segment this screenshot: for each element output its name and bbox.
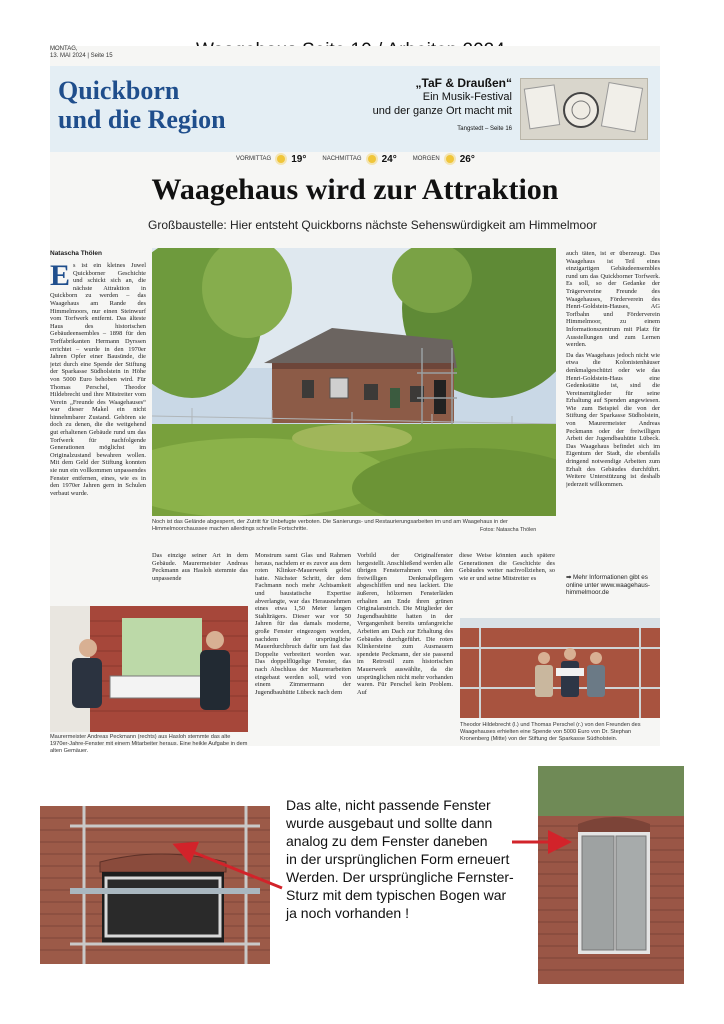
dateline — [50, 46, 113, 60]
photo-donation-caption: Theodor Hildebrecht (l.) und Thomas Perschel (r.) von den Freunden des Waagehauses erhielten eine Spende von 5000 Euro von Dr. Stephan Kronenberg (Mitte) von der Stiftung der Sparkasse Südholstein. — [460, 722, 641, 742]
teaser-line2: und der ganze Ort macht mit — [372, 105, 512, 117]
sun-icon — [446, 155, 454, 163]
article-column-1 — [50, 262, 146, 572]
sun-icon — [368, 155, 376, 163]
dateline-date: 13. MAI 2024 | Seite 15 — [50, 53, 113, 59]
main-photo-caption: Noch ist das Gelände abgesperrt, der Zutritt für Unbefugte verboten. Die Sanierungs- und Restaurierungsarbeiten im und am Waagehaus in der Himmelmoorchaussee machen allerdings schnelle Fortschritte. — [152, 519, 508, 532]
photo-reference-window-graphic — [538, 766, 684, 984]
region-title-line1: Quickborn — [58, 76, 180, 105]
article-column-b4: diese Weise könnten auch spätere Generationen die Geschichte des Gebäudes weiter nachvollziehen, so wie er und seine Mitstreiter es — [459, 552, 555, 582]
main-photo — [152, 248, 556, 516]
weather-temp-tomorrow: 26° — [459, 153, 475, 165]
article-headline: Waagehaus wird zur Attraktion — [151, 173, 559, 206]
main-photo-graphic — [152, 248, 556, 516]
weather-bar — [236, 152, 660, 166]
photo-reference-window — [538, 766, 684, 984]
teaser-line1: Ein Musik-Festival — [422, 91, 512, 103]
photo-window-removal — [50, 606, 248, 732]
article-right-paragraph-2: Da das Waagehaus jedoch nicht wie etwa die Kolonistenhäuser denkmalgeschützt oder wie das Henri-Goldstein-Haus eine Gedenkstätte ist, sind die Vereinsmitglieder für seine Erhaltung auf Spenden angewiesen. Wie zum Beispiel die von der Stiftung der Sparkasse Südholstein, von Maurermeister Andreas Peckmann oder der freiwilligen Arbeit der Jugendbauhütte Lübeck. Das Waagehaus befindet sich im Eigentum der Stadt, die ebenfalls dringend notwendige Arbeiten zum Erhalt des Gebäudes durchführt. Weitere Unterstützung ist deshalb jederzeit willkommen. — [566, 351, 660, 488]
teaser-image — [520, 78, 648, 140]
weather-temp-afternoon: 24° — [381, 153, 397, 165]
teaser — [340, 76, 512, 134]
more-info: ➡ Mehr Informationen gibt es online unter www.waagehaus-himmelmoor.de — [566, 574, 651, 597]
photo-donation-graphic — [460, 618, 660, 718]
article-column-b2: Monstrum samt Glas und Rahmen heraus, nachdem er es zuvor aus dem roten Klinker-Mauerwerk gelöst hatte. Nächster Schritt, der dem Fachmann noch mehr Achtsamkeit und baustatische Expertise abverlangte, war das Herausnehmen eines etwa 1,50 Meter langen Stahlträgers. Dieser war vor 50 Jahren für das damals moderne, große Fenster eingezogen worden, nachdem der ursprüngliche Mauerdurchbruch dafür um fast das Doppelte verbreitert worden war. Das doppelflügelige Fenster, das nach Abschluss der Maurerarbeiten eingebaut werden soll, wird von einem Zimmermann der Jugendbauhütte Lübeck nach dem — [255, 552, 351, 696]
photo-window-removal-graphic — [50, 606, 248, 732]
weather-label-morning: VORMITTAG — [236, 156, 272, 162]
article-column-b3: Vorbild der Originalfenster hergestellt. Anschließend werden alle übrigen Fensterrahmen von den freiwilligen Denkmalpflegern abgeschliffen und neu lackiert. Die äußeren, hölzernen Fensterläden erhalten am Ende ihren grünen Originalanstrich. Die Mitglieder der Jugendbauhütte hatten in der Vergangenheit bereits umfangreiche Arbeiten am Dach zur Erhaltung des Gebäudes durchgeführt. Die roten Klinkersteine zum Ausmauern spendete Peckmann, der sie passend im Retrostil zum historischen Mauerwerk auswählte, da die ursprünglichen nicht mehr vorhanden waren. Für Perschel kein Problem. Auf — [357, 552, 453, 696]
annotation-line-3: analog zu dem Fenster daneben — [286, 833, 488, 849]
weather-label-tomorrow: MORGEN — [412, 156, 440, 162]
teaser-ref: Tangstedt – Seite 16 — [457, 126, 512, 132]
annotation-line-1: Das alte, nicht passende Fenster — [286, 797, 491, 813]
annotation-line-5: Werden. Der ursprüngliche Fernster- — [286, 869, 514, 885]
sun-icon — [277, 155, 285, 163]
article-subheadline: Großbaustelle: Hier entsteht Quickborns nächste Sehenswürdigkeit am Himmelmoor — [148, 218, 597, 232]
photo-old-window-graphic — [40, 806, 270, 964]
annotation-line-6: Sturz mit dem typischen Bogen war — [286, 887, 507, 903]
photo-donation — [460, 618, 660, 718]
dropcap: E — [50, 262, 71, 292]
dateline-day: MONTAG, — [50, 46, 78, 52]
region-title-line2: und die Region — [58, 105, 226, 134]
photo-window-removal-caption: Maurermeister Andreas Peckmann (rechts) aus Hasloh stemmte das alte 1970er-Jahre-Fenster mit einem Mitarbeiter heraus. Eine heikle Aufgabe in dem alten Gemäuer. — [50, 734, 248, 754]
article-column-b1: Das einzige seiner Art in dem Gebäude. Maurermeister Andreas Peckmann aus Hasloh stemmte das unpassende — [152, 552, 248, 582]
region-title — [58, 76, 226, 134]
photo-credit: Fotos: Natascha Thölen — [480, 527, 537, 533]
teaser-title: „TaF & Draußen“ — [415, 76, 512, 90]
annotation-line-2: wurde ausgebaut und sollte dann — [286, 815, 493, 831]
article-author: Natascha Thölen — [50, 250, 103, 257]
weather-temp-morning: 19° — [291, 153, 307, 165]
article-column-1-text: s ist ein kleines Juwel Quickborner Geschichte und schickt sich an, die nächste Attraktion in Quickborn zu werden – das Waagehaus am Rande des Himmelmoors, nur einen Steinwurf vom Torfwerk entfernt. Das älteste Haus des historischen Gebäudeensembles – 1898 für den Torffabrikanten Hermann Dyrssen errichtet – wurde in den 1970er Jahren Opfer einer Bausünde, die jetzt durch eine Spende der Stiftung der Sparkasse Südholstein in Höhe von 5000 Euro behoben wird. Für Thomas Perschel, Theodor Hildebrecht und ihre Mitstreiter vom Verein „Freunde des Waagehauses“ war dieser Makel ein nicht hinnehmbarer Zustand. Gehören sie doch zu denen, die die weitgehend gut erhaltenen Gebäude rund um das Torfwerk für nachfolgende Generationen möglichst im Originalzustand bewahren wollen. Mit dem Geld der Stiftung konnten sie nun ein vollkommen unpassendes Fenster entfernen, eines, wie es in den 1970er Jahren gern in Schulen verbaut wurde. — [50, 262, 146, 497]
annotation-line-7: ja noch vorhanden ! — [286, 905, 409, 921]
article-right-paragraph-1: auch täten, ist er überzeugt. Das Waagehaus ist Teil eines einzigartigen Gebäudeensembles rund um das Quickborner Torfwerk. Es soll, so der Gedanke der Trägervereine Freunde des Waagehauses, Förderverein des Henri-Goldstein-Hauses, AG Torfbahn und Förderverein Himmelmoor, zu einem Informationszentrum mit Platz für Ausstellungen und zum Lernen werden. — [566, 250, 660, 349]
annotation-line-4: in der ursprünglichen Form erneuert — [286, 851, 510, 867]
teaser-image-graphic — [521, 79, 649, 141]
annotation-text — [286, 796, 546, 922]
article-column-right — [566, 250, 660, 570]
weather-label-afternoon: NACHMITTAG — [322, 156, 362, 162]
photo-old-window — [40, 806, 270, 964]
